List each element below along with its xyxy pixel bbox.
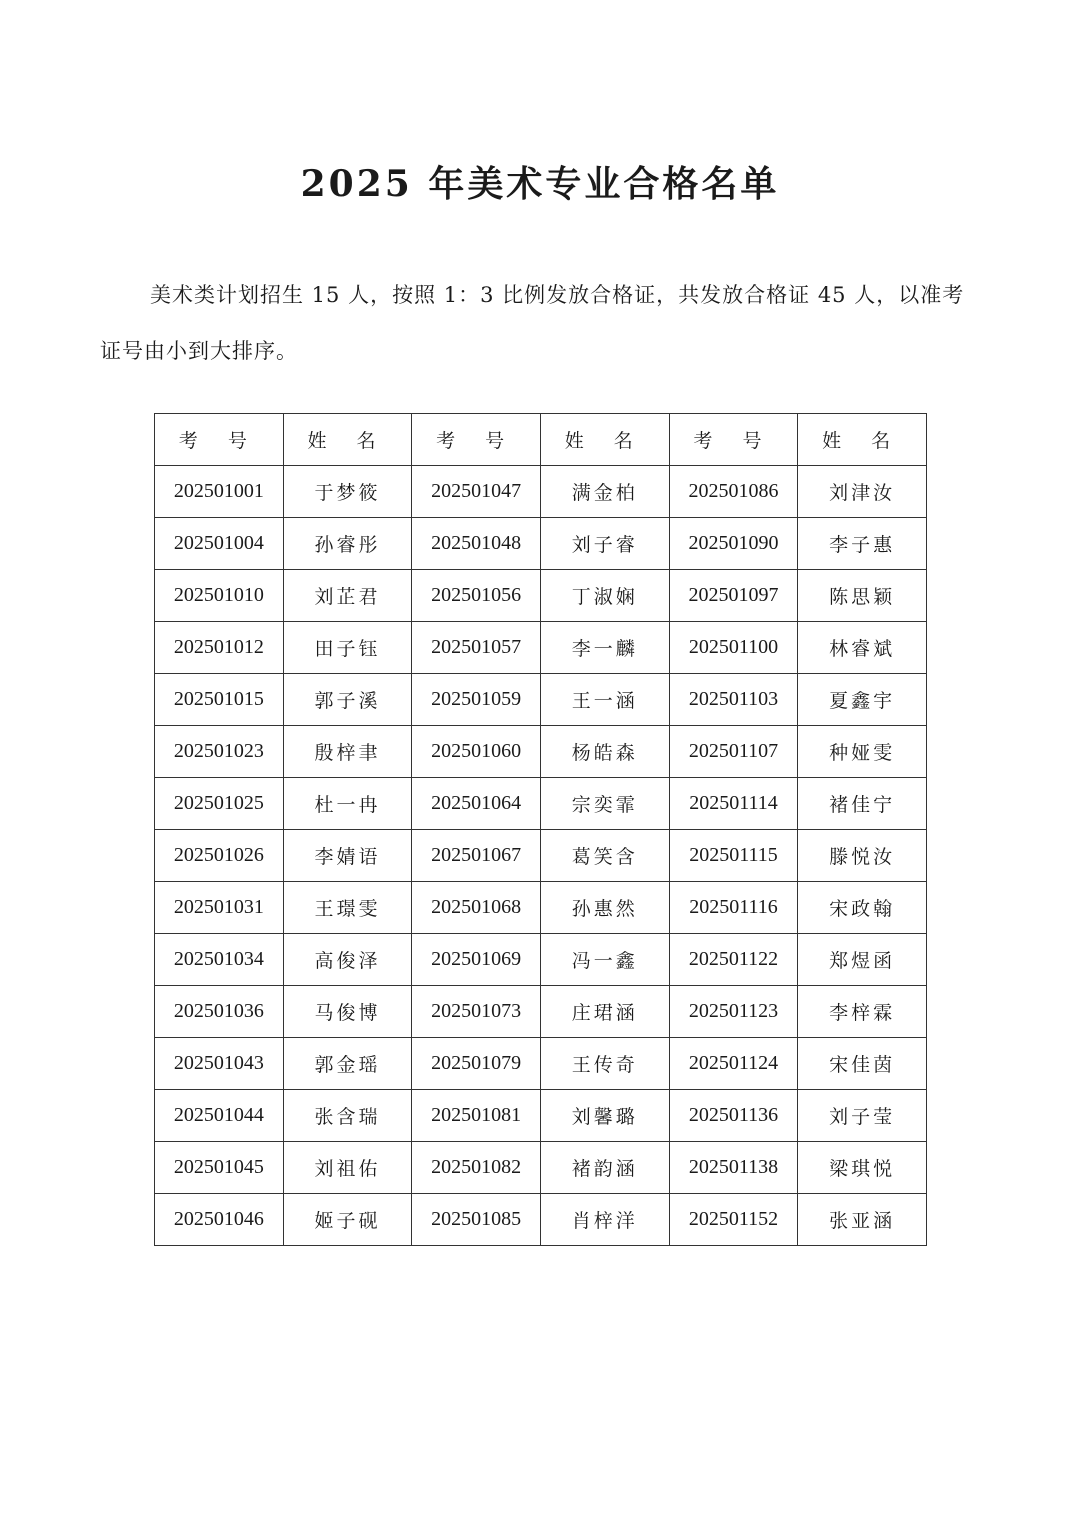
student-name-cell: 于梦筱 (283, 466, 412, 518)
exam-number-cell: 202501082 (412, 1142, 541, 1194)
exam-number-cell: 202501124 (669, 1038, 798, 1090)
table-row (155, 830, 927, 882)
student-name-cell: 肖梓洋 (540, 1194, 669, 1246)
exam-number-cell: 202501010 (155, 570, 284, 622)
exam-number-cell: 202501100 (669, 622, 798, 674)
exam-number-cell: 202501057 (412, 622, 541, 674)
student-name-cell: 田子钰 (283, 622, 412, 674)
student-name-cell: 张含瑞 (283, 1090, 412, 1142)
exam-number-cell: 202501056 (412, 570, 541, 622)
exam-number-cell: 202501114 (669, 778, 798, 830)
student-name-cell: 刘馨璐 (540, 1090, 669, 1142)
student-name-cell: 种娅雯 (798, 726, 927, 778)
table-row (155, 1038, 927, 1090)
table-body (155, 466, 927, 1246)
student-name-cell: 葛笑含 (540, 830, 669, 882)
student-name-cell: 褚佳宁 (798, 778, 927, 830)
exam-number-cell: 202501001 (155, 466, 284, 518)
student-name-cell: 王璟雯 (283, 882, 412, 934)
exam-number-cell: 202501036 (155, 986, 284, 1038)
table-row (155, 674, 927, 726)
student-name-cell: 梁琪悦 (798, 1142, 927, 1194)
table-row (155, 1142, 927, 1194)
student-name-cell: 李一麟 (540, 622, 669, 674)
exam-number-cell: 202501043 (155, 1038, 284, 1090)
student-name-cell: 李子惠 (798, 518, 927, 570)
exam-number-cell: 202501067 (412, 830, 541, 882)
exam-number-cell: 202501081 (412, 1090, 541, 1142)
student-name-cell: 宗奕霏 (540, 778, 669, 830)
student-name-cell: 马俊博 (283, 986, 412, 1038)
student-name-cell: 宋政翰 (798, 882, 927, 934)
student-name-cell: 张亚涵 (798, 1194, 927, 1246)
student-name-cell: 庄珺涵 (540, 986, 669, 1038)
student-name-cell: 林睿斌 (798, 622, 927, 674)
student-name-cell: 殷梓聿 (283, 726, 412, 778)
table-row (155, 622, 927, 674)
exam-number-cell: 202501068 (412, 882, 541, 934)
table-row (155, 934, 927, 986)
student-name-cell: 刘祖佑 (283, 1142, 412, 1194)
exam-number-cell: 202501107 (669, 726, 798, 778)
table-row (155, 1194, 927, 1246)
student-name-cell: 宋佳茵 (798, 1038, 927, 1090)
header-exam-number: 考 号 (155, 414, 284, 466)
header-exam-number: 考 号 (669, 414, 798, 466)
table-header-row (155, 414, 927, 466)
page-title: 2025 年美术专业合格名单 (300, 163, 780, 206)
student-name-cell: 刘子睿 (540, 518, 669, 570)
exam-number-cell: 202501047 (412, 466, 541, 518)
qualified-list-table (154, 413, 927, 1246)
student-name-cell: 陈思颖 (798, 570, 927, 622)
student-name-cell: 郭子溪 (283, 674, 412, 726)
exam-number-cell: 202501152 (669, 1194, 798, 1246)
student-name-cell: 刘子莹 (798, 1090, 927, 1142)
student-name-cell: 滕悦汝 (798, 830, 927, 882)
student-name-cell: 姬子砚 (283, 1194, 412, 1246)
exam-number-cell: 202501044 (155, 1090, 284, 1142)
table-row (155, 726, 927, 778)
student-name-cell: 满金柏 (540, 466, 669, 518)
header-name: 姓 名 (798, 414, 927, 466)
exam-number-cell: 202501103 (669, 674, 798, 726)
student-name-cell: 孙惠然 (540, 882, 669, 934)
exam-number-cell: 202501031 (155, 882, 284, 934)
exam-number-cell: 202501097 (669, 570, 798, 622)
student-name-cell: 褚韵涵 (540, 1142, 669, 1194)
student-name-cell: 夏鑫宇 (798, 674, 927, 726)
exam-number-cell: 202501012 (155, 622, 284, 674)
table-row (155, 518, 927, 570)
student-name-cell: 王传奇 (540, 1038, 669, 1090)
exam-number-cell: 202501090 (669, 518, 798, 570)
exam-number-cell: 202501079 (412, 1038, 541, 1090)
student-name-cell: 王一涵 (540, 674, 669, 726)
student-name-cell: 刘芷君 (283, 570, 412, 622)
exam-number-cell: 202501073 (412, 986, 541, 1038)
exam-number-cell: 202501004 (155, 518, 284, 570)
exam-number-cell: 202501015 (155, 674, 284, 726)
table-row (155, 466, 927, 518)
exam-number-cell: 202501064 (412, 778, 541, 830)
student-name-cell: 李梓霖 (798, 986, 927, 1038)
student-name-cell: 高俊泽 (283, 934, 412, 986)
student-name-cell: 冯一鑫 (540, 934, 669, 986)
exam-number-cell: 202501046 (155, 1194, 284, 1246)
exam-number-cell: 202501123 (669, 986, 798, 1038)
student-name-cell: 孙睿彤 (283, 518, 412, 570)
exam-number-cell: 202501059 (412, 674, 541, 726)
student-name-cell: 李婧语 (283, 830, 412, 882)
exam-number-cell: 202501115 (669, 830, 798, 882)
header-name: 姓 名 (283, 414, 412, 466)
exam-number-cell: 202501034 (155, 934, 284, 986)
exam-number-cell: 202501045 (155, 1142, 284, 1194)
exam-number-cell: 202501122 (669, 934, 798, 986)
exam-number-cell: 202501085 (412, 1194, 541, 1246)
exam-number-cell: 202501138 (669, 1142, 798, 1194)
exam-number-cell: 202501086 (669, 466, 798, 518)
student-name-cell: 杨皓森 (540, 726, 669, 778)
exam-number-cell: 202501136 (669, 1090, 798, 1142)
student-name-cell: 杜一冉 (283, 778, 412, 830)
student-name-cell: 郑煜函 (798, 934, 927, 986)
exam-number-cell: 202501069 (412, 934, 541, 986)
table-row (155, 570, 927, 622)
exam-number-cell: 202501060 (412, 726, 541, 778)
intro-paragraph: 美术类计划招生 15 人，按照 1：3 比例发放合格证，共发放合格证 45 人，以准考证号由小到大排序。 (100, 283, 965, 363)
exam-number-cell: 202501116 (669, 882, 798, 934)
exam-number-cell: 202501026 (155, 830, 284, 882)
exam-number-cell: 202501023 (155, 726, 284, 778)
exam-number-cell: 202501025 (155, 778, 284, 830)
table-row (155, 882, 927, 934)
table-row (155, 778, 927, 830)
student-name-cell: 丁淑娴 (540, 570, 669, 622)
table-row (155, 1090, 927, 1142)
student-name-cell: 郭金瑶 (283, 1038, 412, 1090)
student-name-cell: 刘津汝 (798, 466, 927, 518)
header-name: 姓 名 (540, 414, 669, 466)
header-exam-number: 考 号 (412, 414, 541, 466)
table-row (155, 986, 927, 1038)
exam-number-cell: 202501048 (412, 518, 541, 570)
